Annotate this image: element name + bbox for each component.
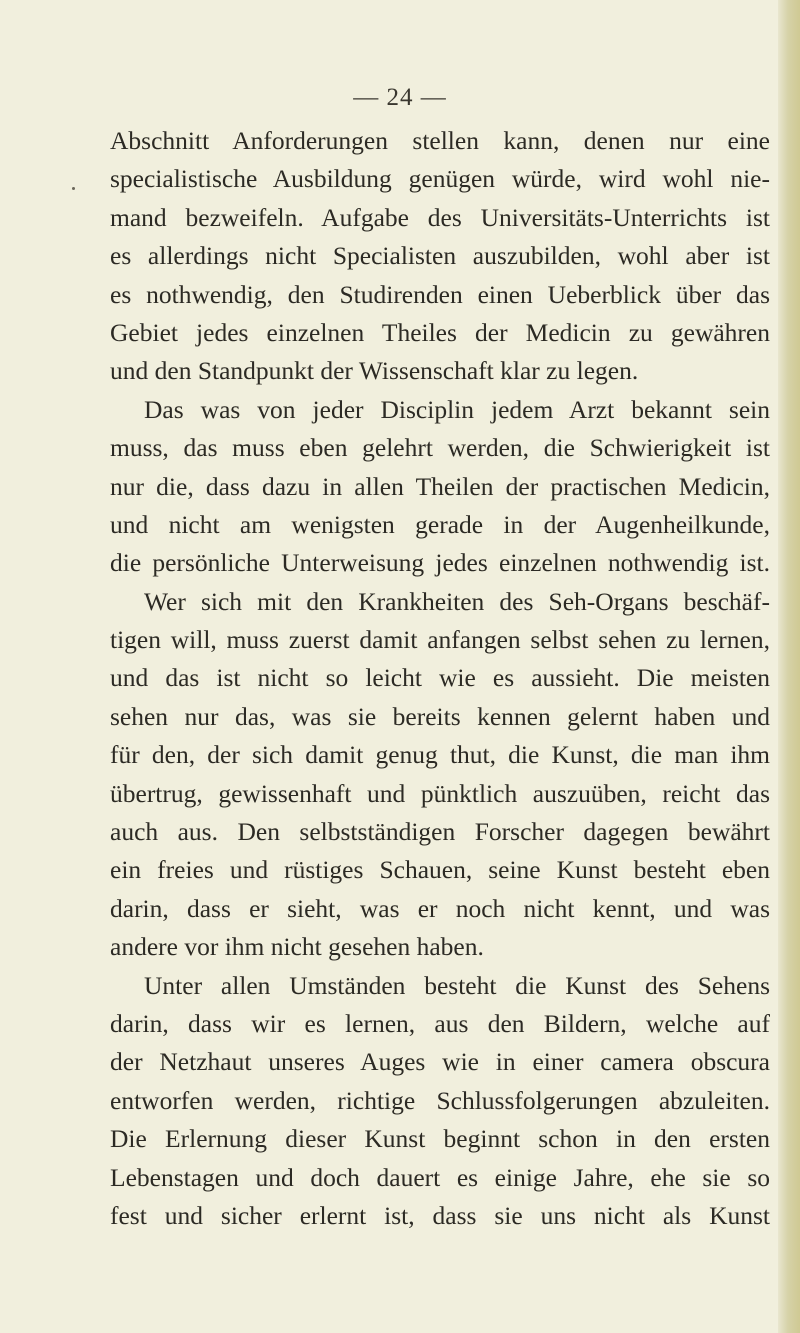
text-line: auch aus. Den selbstständigen Forscher dagegen bewährt bbox=[110, 817, 770, 847]
text-line: sehen nur das, was sie bereits kennen gelernt haben und bbox=[110, 701, 770, 731]
text-line: und das ist nicht so leicht wie es aussieht. Die meisten bbox=[110, 663, 770, 693]
text-line: tigen will, muss zuerst damit anfangen selbst sehen zu lernen, bbox=[110, 625, 770, 655]
text-line: entworfen werden, richtige Schlussfolgerungen abzuleiten. bbox=[110, 1085, 770, 1115]
text-line: Gebiet jedes einzelnen Theiles der Medicin zu gewähren bbox=[110, 317, 770, 347]
text-line: übertrug, gewissenhaft und pünktlich auszuüben, reicht das bbox=[110, 778, 770, 808]
text-line: specialistische Ausbildung genügen würde, wird wohl nie- bbox=[110, 164, 770, 194]
text-line: Lebenstagen und doch dauert es einige Jahre, ehe sie so bbox=[110, 1162, 770, 1192]
text-line: Abschnitt Anforderungen stellen kann, denen nur eine bbox=[110, 126, 770, 155]
text-line: es allerdings nicht Specialisten auszubilden, wohl aber ist bbox=[110, 241, 770, 271]
paragraph-start-line: Das was von jeder Disciplin jedem Arzt bekannt sein bbox=[144, 394, 770, 424]
text-line: andere vor ihm nicht gesehen haben. bbox=[110, 932, 484, 962]
text-line: Die Erlernung dieser Kunst beginnt schon in den ersten bbox=[110, 1124, 770, 1154]
body-text bbox=[110, 122, 770, 1235]
text-line: die persönliche Unterweisung jedes einzelnen nothwendig ist. bbox=[110, 548, 770, 578]
text-line: fest und sicher erlernt ist, dass sie uns nicht als Kunst bbox=[110, 1200, 770, 1230]
text-line: der Netzhaut unseres Auges wie in einer camera obscura bbox=[110, 1047, 770, 1077]
text-line: darin, dass er sieht, was er noch nicht kennt, und was bbox=[110, 893, 770, 923]
text-line: darin, dass wir es lernen, aus den Bildern, welche auf bbox=[110, 1008, 770, 1038]
text-line: ein freies und rüstiges Schauen, seine Kunst besteht eben bbox=[110, 855, 770, 885]
text-line: und den Standpunkt der Wissenschaft klar zu legen. bbox=[110, 356, 639, 386]
page-number: — 24 — bbox=[353, 84, 447, 111]
text-line: es nothwendig, den Studirenden einen Ueberblick über das bbox=[110, 279, 770, 309]
text-line: für den, der sich damit genug thut, die Kunst, die man ihm bbox=[110, 740, 770, 770]
paragraph-start-line: Wer sich mit den Krankheiten des Seh-Organs beschäf- bbox=[144, 586, 770, 616]
text-line: muss, das muss eben gelehrt werden, die Schwierigkeit ist bbox=[110, 433, 770, 463]
text-line: nur die, dass dazu in allen Theilen der practischen Medicin, bbox=[110, 471, 770, 501]
text-line: mand bezweifeln. Aufgabe des Universitäts-Unterrichts ist bbox=[110, 202, 770, 232]
text-line: und nicht am wenigsten gerade in der Augenheilkunde, bbox=[110, 509, 770, 539]
paragraph-start-line: Unter allen Umständen besteht die Kunst des Sehens bbox=[144, 970, 770, 1000]
